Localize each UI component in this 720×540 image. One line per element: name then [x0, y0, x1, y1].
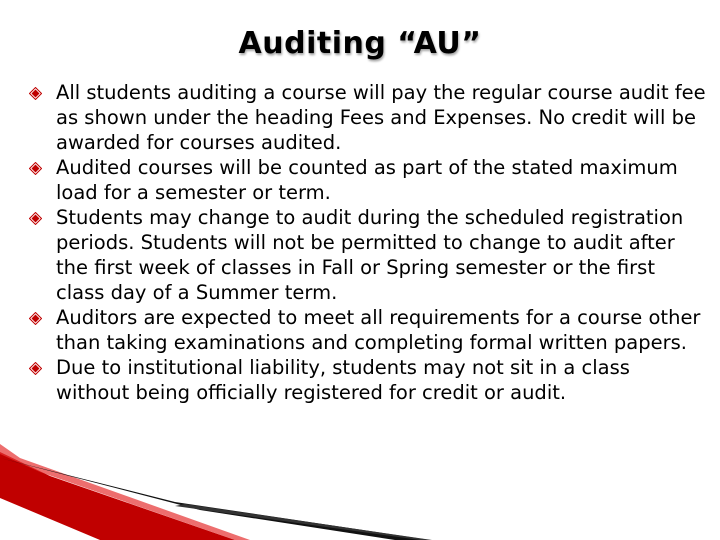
bullet-text: Auditors are expected to meet all requirements for a course other than taking examinations and completing formal written papers.	[56, 306, 701, 354]
bullet-text: Due to institutional liability, students may not sit in a class without being officially registered for credit or audit.	[56, 356, 630, 404]
bullet-item	[0, 305, 706, 355]
diamond-bullet-icon	[29, 212, 42, 225]
bullet-text: Students may change to audit during the scheduled registration periods. Students will not be permitted to change to audit after the first week of classes in Fall or Spring semester or the first class day of a Summer term.	[56, 206, 684, 304]
diamond-bullet-icon	[29, 87, 42, 100]
decorative-swoosh	[0, 440, 720, 540]
bullet-item	[0, 155, 706, 205]
bullet-list	[0, 80, 706, 405]
diamond-bullet-icon	[29, 162, 42, 175]
bullet-text: Audited courses will be counted as part of the stated maximum load for a semester or term.	[56, 156, 678, 204]
bullet-item	[0, 355, 706, 405]
diamond-bullet-icon	[29, 362, 42, 375]
bullet-item	[0, 80, 706, 155]
bullet-item	[0, 205, 706, 305]
diamond-bullet-icon	[29, 312, 42, 325]
slide-title: Auditing “AU”	[238, 26, 482, 61]
bullet-text: All students auditing a course will pay the regular course audit fee as shown under the heading Fees and Expenses. No credit will be awarded for courses audited.	[56, 81, 706, 154]
